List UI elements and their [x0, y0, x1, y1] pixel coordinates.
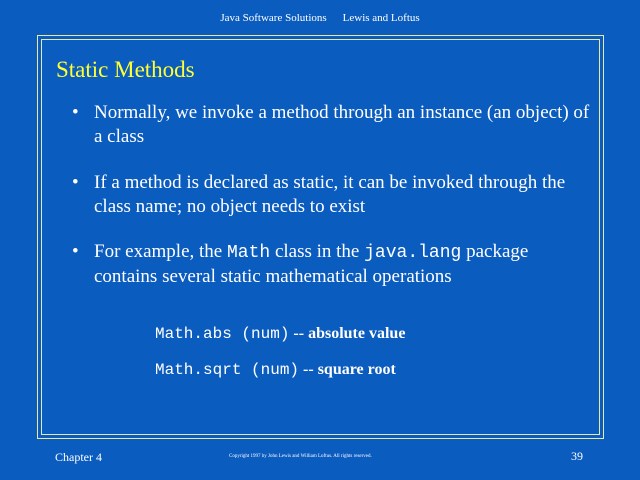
bullet-text: [94, 240, 594, 289]
code-java-lang: java.lang: [364, 243, 462, 263]
example-sqrt: [155, 361, 396, 379]
bullet-dot: •: [72, 102, 79, 123]
bullet-text: Normally, we invoke a method through an instance (an object) of a class: [94, 102, 590, 147]
bullet-text-part: For example, the: [94, 241, 227, 262]
example-desc: -- square root: [299, 361, 396, 378]
example-desc: -- absolute value: [289, 325, 406, 342]
slide-header: [0, 12, 640, 24]
example-code: Math.abs (num): [155, 325, 290, 343]
page-number: 39: [571, 449, 583, 463]
chapter-label: Chapter 4: [55, 450, 102, 464]
bullet-dot: •: [72, 172, 79, 193]
authors: Lewis and Loftus: [342, 12, 420, 24]
copyright-notice: Copyright 1997 by John Lewis and William Loftus. All rights reserved.: [229, 454, 372, 459]
bullet-dot: •: [72, 241, 79, 262]
bullet-text: If a method is declared as static, it can be invoked through the class name; no object needs to exist: [94, 172, 566, 217]
example-abs: [155, 325, 405, 343]
code-math: Math: [226, 243, 271, 263]
example-code: Math.sqrt (num): [155, 361, 300, 379]
bullet-text-part: package contains several static mathematical operations: [94, 241, 529, 287]
bullet-text-part: class in the: [270, 241, 365, 262]
slide-title: Static Methods: [56, 57, 195, 82]
book-title: Java Software Solutions: [220, 12, 327, 24]
